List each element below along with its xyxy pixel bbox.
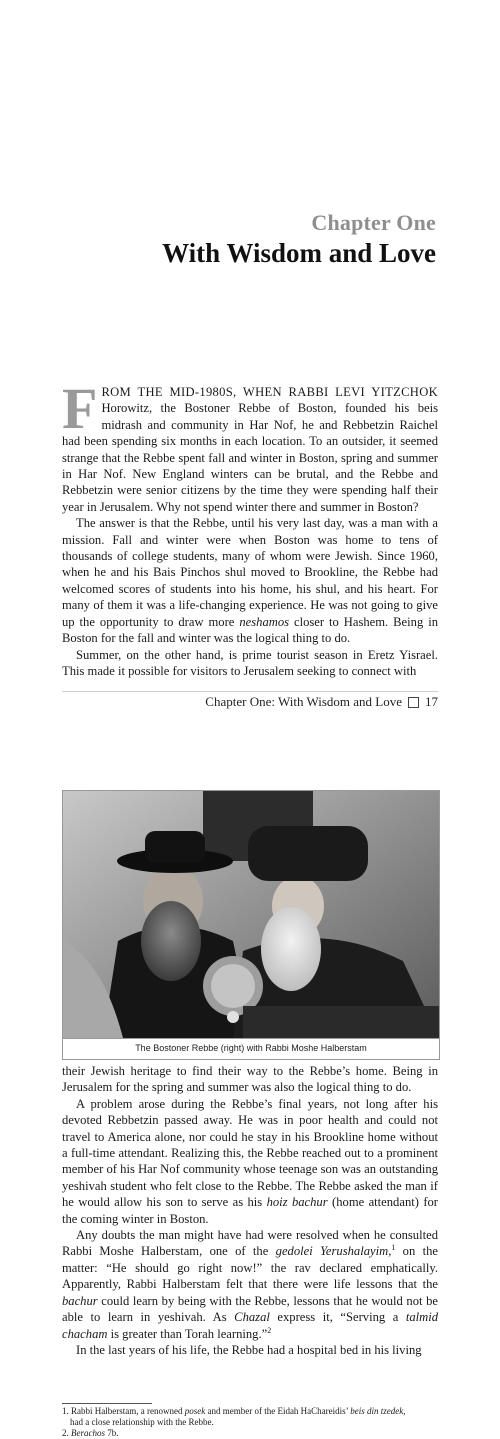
drop-cap: F <box>62 376 98 441</box>
photo <box>62 790 440 1039</box>
footnote-1: 1. Rabbi Halberstam, a renowned posek and member of the Eidah HaChareidis’ beis din tzedek, <box>62 1406 406 1416</box>
footnotes <box>62 1406 438 1439</box>
running-footer-title: Chapter One: With Wisdom and Love <box>205 694 402 709</box>
chapter-title: With Wisdom and Love <box>162 238 436 268</box>
chapter-body-text <box>62 376 438 679</box>
paragraph: Summer, on the other hand, is prime tourist season in Eretz Yisrael. This made it possible for visitors to Jerusalem seeking to connect with <box>62 647 438 678</box>
photo-illustration <box>63 791 439 1038</box>
photo-caption: The Bostoner Rebbe (right) with Rabbi Moshe Halberstam <box>62 1037 440 1060</box>
page-number: 17 <box>425 694 438 709</box>
paragraph: A problem arose during the Rebbe’s final years, not long after his devoted Rebbetzin passed away. He was in poor health and could not travel to America alone, nor could he stay in his Brookline home without a full-time attendant. Realizing this, the Rebbe reached out to a prominent member of his Har Nof community whose teenage son was an outstanding yeshivah student who felt close to the Rebbe. The Rebbe asked the man if he would allow his son to serve as his hoiz bachur (home attendant) for the coming winter in Boston. <box>62 1096 439 1226</box>
paragraph: The answer is that the Rebbe, until his very last day, was a man with a mission. Fall and winter were when Boston was home to tens of thousands of college students, many of whom were Jewish. Since 1960, when he and his Bais Pinchos shul moved to Brookline, the Rebbe had welcomed scores of students into his home, his shul, and his heart. For many of them it was a life-changing experience. He was not going to give up the opportunity to draw more neshamos closer to Hashem. Being in Boston for the fall and winter was the logical thing to do. <box>62 516 438 646</box>
divider <box>62 691 438 692</box>
book-page-18 <box>0 790 500 1438</box>
footnote-ref: 2 <box>267 1325 272 1335</box>
paragraph: In the last years of his life, the Rebbe had a hospital bed in his living <box>76 1342 422 1357</box>
footnote-divider <box>62 1403 152 1404</box>
chapter-body-text-continued <box>62 1063 438 1358</box>
running-footer <box>205 694 438 710</box>
footnote-ref: 1 <box>391 1243 396 1253</box>
paragraph: their Jewish heritage to find their way to the Rebbe’s home. Being in Jerusalem for the spring and summer was also the logical thing to do. <box>62 1064 438 1095</box>
paragraph: Any doubts the man might have had were resolved when he consulted Rabbi Moshe Halberstam, one of the gedolei Yerushalayim,$^1$ on the matter: “He should go right now!” the rav declared emphatically. Apparently, Rabbi Halberstam felt that there were life lessons that the bachur could learn by being with the Rebbe, lessons that he would not be able to learn in yeshivah. As Chazal express it, “Serving a talmid chacham is greater than Torah learning.”$^2$ <box>62 1228 439 1341</box>
box-ornament-icon <box>408 697 419 708</box>
chapter-label: Chapter One <box>311 210 436 235</box>
opening-paragraph: FROM THE MID-1980S, WHEN RABBI LEVI YITZCHOK Horowitz, the Bostoner Rebbe of Boston, founded his beis midrash and community in Har Nof, he and Rebbetzin Raichel had been spending six months in each location. To an outsider, it seemed strange that the Rebbe spent fall and winter in Boston, spring and summer in Har Nof. New England winters can be brutal, and the Rebbe and Rebbetzin were senior citizens by the time they were spending half their year in Jerusalem. Why not spend winter there and summer in Boston? <box>62 376 438 514</box>
footnote-2: 2. Berachos 7b. <box>62 1428 119 1438</box>
footnote-1-continued: had a close relationship with the Rebbe. <box>70 1417 214 1427</box>
